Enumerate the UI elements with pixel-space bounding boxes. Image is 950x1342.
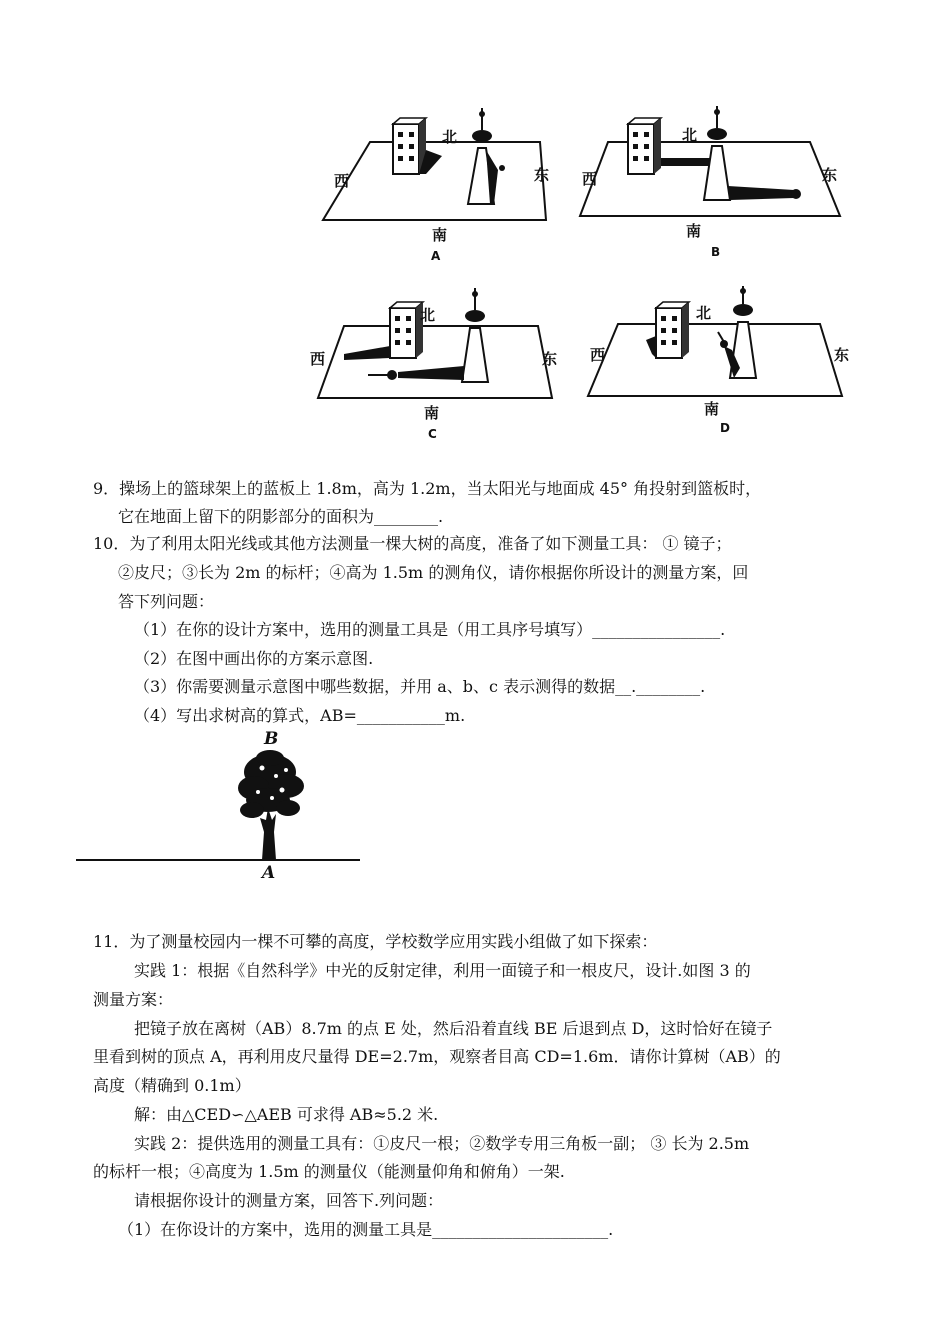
ground-plane: [318, 326, 552, 398]
figure-d: [586, 286, 856, 436]
label-east: 东: [834, 346, 850, 364]
building-shadow: [661, 158, 716, 166]
label-west: 西: [582, 170, 598, 188]
tower: [704, 146, 730, 200]
caption-c: C: [428, 427, 437, 441]
label-east: 东: [822, 166, 838, 184]
building-shadow: [646, 336, 656, 358]
q11-p4: 请根据你设计的测量方案，回答下.列问题：: [134, 1191, 444, 1210]
label-south: 南: [686, 222, 702, 240]
q11-p2c: 高度（精确到 0.1m）: [93, 1076, 251, 1095]
tree-label-a: A: [262, 863, 276, 880]
q11-line1: 11．为了测量校园内一棵不可攀的高度，学校数学应用实践小组做了如下探索：: [93, 932, 658, 951]
q10-sub4: （4）写出求树高的算式，AB=___________m.: [134, 706, 466, 725]
label-west: 西: [334, 172, 350, 190]
q11-p3a: 实践 2：提供选用的测量工具有：①皮尺一根；②数学专用三角板一副； ③ 长为 2.5m: [134, 1134, 750, 1153]
q11-p3b: 的标杆一根；④高度为 1.5m 的测量仪（能测量仰角和俯角）一架.: [93, 1162, 565, 1181]
label-west: 西: [310, 350, 326, 368]
tree-label-b: B: [264, 729, 279, 749]
label-west: 西: [590, 346, 606, 364]
tower: [462, 328, 488, 382]
label-south: 南: [704, 400, 720, 418]
label-south: 南: [424, 404, 440, 422]
figure-a: [318, 100, 558, 270]
q10-line2: ②皮尺；③长为 2m 的标杆；④高为 1.5m 的测角仪，请你根据你所设计的测量方案，回: [118, 563, 749, 582]
q10-line1: 10．为了利用太阳光线或其他方法测量一棵大树的高度，准备了如下测量工具： ① 镜子；: [93, 534, 732, 553]
label-east: 东: [542, 350, 558, 368]
tower-shadow: [728, 186, 794, 200]
q10-sub3: （3）你需要测量示意图中哪些数据，并用 a、b、c 表示测得的数据__.________.: [134, 677, 706, 696]
label-north: 北: [420, 306, 436, 324]
q9-line2: 它在地面上留下的阴影部分的面积为________.: [118, 507, 444, 526]
q11-solution: 解：由△CED∽△AEB 可求得 AB≈5.2 米.: [134, 1105, 439, 1124]
q10-sub1: （1）在你的设计方案中，选用的测量工具是（用工具序号填写）________________.: [134, 620, 726, 639]
caption-a: A: [431, 249, 441, 263]
label-south: 南: [432, 226, 448, 244]
label-east: 东: [534, 166, 550, 184]
q11-p2a: 把镜子放在离树（AB）8.7m 的点 E 处，然后沿着直线 BE 后退到点 D，这时恰好在镜子: [134, 1019, 773, 1038]
q10-line3: 答下列问题：: [118, 592, 215, 611]
tree-figure: [76, 728, 366, 884]
figure-c: [308, 284, 568, 444]
q11-p1a: 实践 1：根据《自然科学》中光的反射定律，利用一面镜子和一根皮尺，设计.如图 3 的: [134, 961, 751, 980]
tree: [238, 750, 304, 860]
q9-line1: 9．操场上的篮球架上的蓝板上 1.8m，高为 1.2m，当太阳光与地面成 45° 角投射到篮板时，: [93, 479, 762, 498]
q11-sub1: （1）在你设计的方案中，选用的测量工具是______________________.: [118, 1220, 614, 1239]
figure-b: [578, 100, 848, 260]
building-shadow: [344, 346, 390, 360]
ground-plane: [588, 324, 842, 396]
caption-b: B: [711, 245, 721, 259]
building: [390, 308, 416, 358]
q11-p1b: 测量方案：: [93, 990, 174, 1009]
label-north: 北: [442, 128, 458, 146]
label-north: 北: [682, 126, 698, 144]
building: [656, 308, 682, 358]
q11-p2b: 里看到树的顶点 A，再利用皮尺量得 DE=2.7m，观察者目高 CD=1.6m．请你计算树（AB）的: [93, 1047, 781, 1066]
caption-d: D: [720, 421, 730, 435]
q10-sub2: （2）在图中画出你的方案示意图.: [134, 649, 374, 668]
building: [628, 124, 654, 174]
tower-shadow: [398, 366, 464, 380]
label-north: 北: [696, 304, 712, 322]
building: [393, 124, 419, 174]
